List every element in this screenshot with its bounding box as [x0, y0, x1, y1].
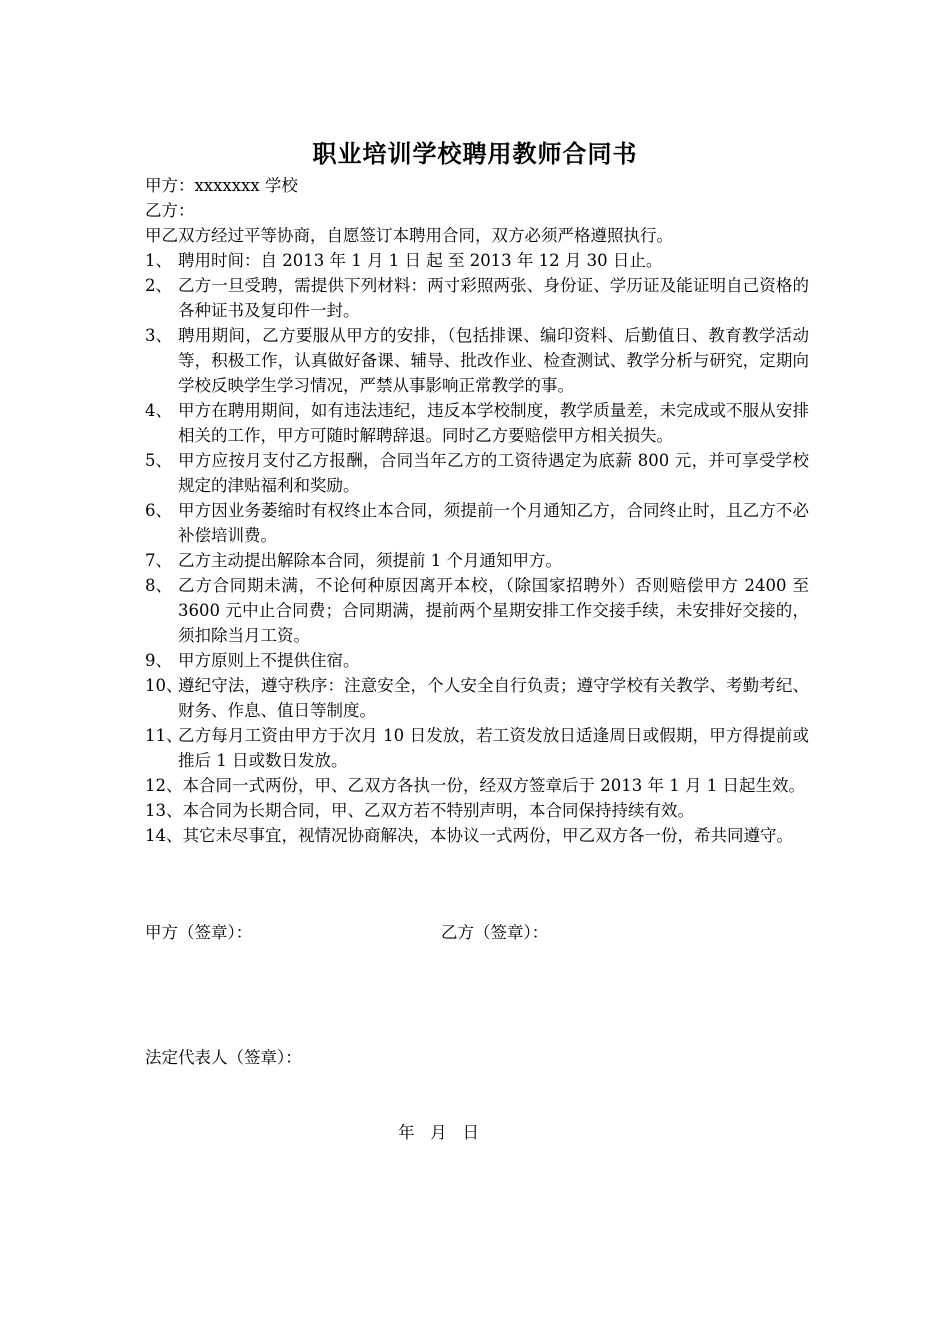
clause-number: 4、 — [145, 401, 172, 420]
clause-number: 9、 — [145, 651, 172, 670]
party-a-line: 甲方：xxxxxxx 学校 — [145, 176, 298, 195]
clause-item — [145, 273, 809, 323]
clause-text: 甲方应按月支付乙方报酬，合同当年乙方的工资待遇定为底薪 800 元，并可享受学校规定的津贴福利和奖励。 — [178, 451, 809, 495]
clause-item — [145, 448, 809, 498]
clause-text: 甲方在聘用期间，如有违法违纪，违反本学校制度，教学质量差，未完成或不服从安排相关的工作，甲方可随时解聘辞退。同时乙方要赔偿甲方相关损失。 — [178, 401, 809, 445]
clause-text: 甲方因业务萎缩时有权终止本合同，须提前一个月通知乙方，合同终止时，且乙方不必补偿培训费。 — [178, 501, 809, 545]
clause-number: 8、 — [145, 576, 172, 595]
clause-14: 14、其它未尽事宜，视情况协商解决，本协议一式两份，甲乙双方各一份，希共同遵守。 — [145, 826, 793, 845]
clause-number: 1、 — [145, 251, 172, 270]
clause-13: 13、本合同为长期合同，甲、乙双方若不特别声明，本合同保持持续有效。 — [145, 801, 694, 820]
clause-item — [145, 723, 809, 773]
party-a-signature-label: 甲方（签章）： — [145, 923, 253, 942]
clause-item — [145, 323, 809, 398]
legal-representative-label: 法定代表人（签章）： — [145, 1048, 302, 1067]
clause-text: 甲方原则上不提供住宿。 — [178, 651, 360, 670]
clause-item — [145, 648, 809, 673]
intro-line: 甲乙双方经过平等协商，自愿签订本聘用合同，双方必须严格遵照执行。 — [145, 226, 673, 245]
date-line: 年 月 日 — [398, 1123, 479, 1142]
clause-item — [145, 248, 809, 273]
clause-item — [145, 673, 809, 723]
clause-item — [145, 498, 809, 548]
clause-item — [145, 573, 809, 648]
clause-item — [145, 398, 809, 448]
clause-number: 11、 — [145, 726, 183, 745]
clause-text: 乙方合同期未满，不论何种原因离开本校，（除国家招聘外）否则赔偿甲方 2400 至 3600 元中止合同费；合同期满，提前两个星期安排工作交接手续，未安排好交接的，须扣除当月工资。 — [178, 576, 809, 645]
clause-number: 5、 — [145, 451, 172, 470]
party-b-signature-label: 乙方（签章）： — [441, 923, 549, 942]
document-title: 职业培训学校聘用教师合同书 — [312, 140, 638, 168]
clause-text: 乙方每月工资由甲方于次月 10 日发放，若工资发放日适逢周日或假期，甲方得提前或推后 1 日或数日发放。 — [178, 726, 809, 770]
clause-text: 乙方主动提出解除本合同，须提前 1 个月通知甲方。 — [178, 551, 562, 570]
clause-text: 遵纪守法，遵守秩序：注意安全，个人安全自行负责；遵守学校有关教学、考勤考纪、财务、作息、值日等制度。 — [178, 676, 809, 720]
clause-text: 聘用期间，乙方要服从甲方的安排，（包括排课、编印资料、后勤值日、教育教学活动等，积极工作，认真做好备课、辅导、批改作业、检查测试、教学分析与研究，定期向学校反映学生学习情况，严禁从事影响正常教学的事。 — [178, 326, 809, 395]
clause-number: 6、 — [145, 501, 172, 520]
party-b-line: 乙方： — [145, 201, 195, 220]
clause-number: 7、 — [145, 551, 172, 570]
clause-item — [145, 548, 809, 573]
clause-number: 3、 — [145, 326, 172, 345]
clause-12: 12、本合同一式两份，甲、乙双方各执一份，经双方签章后于 2013 年 1 月 1 日起生效。 — [145, 776, 805, 795]
clause-text: 乙方一旦受聘，需提供下列材料：两寸彩照两张、身份证、学历证及能证明自己资格的各种证书及复印件一封。 — [178, 276, 809, 320]
clause-number: 2、 — [145, 276, 172, 295]
contract-body — [145, 173, 809, 848]
clause-text: 聘用时间：自 2013 年 1 月 1 日 起 至 2013 年 12 月 30 日止。 — [178, 251, 663, 270]
clause-number: 10、 — [145, 676, 183, 695]
